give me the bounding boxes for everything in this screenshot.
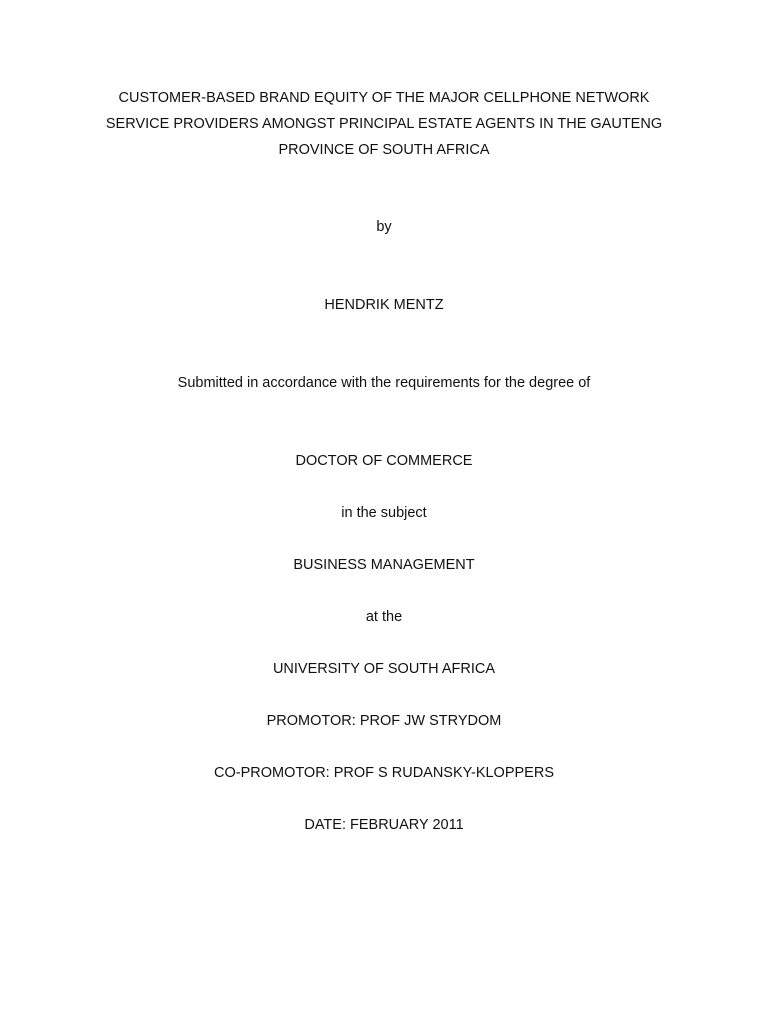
submission-statement: Submitted in accordance with the requirements for the degree of — [177, 375, 591, 391]
thesis-title-line-1: CUSTOMER-BASED BRAND EQUITY OF THE MAJOR CELLPHONE NETWORK — [118, 90, 650, 106]
degree-name: DOCTOR OF COMMERCE — [295, 453, 473, 469]
thesis-title-line-2: SERVICE PROVIDERS AMONGST PRINCIPAL ESTATE AGENTS IN THE GAUTENG — [105, 116, 663, 132]
by-text: by — [376, 219, 392, 235]
author-name: HENDRIK MENTZ — [324, 297, 444, 313]
subject-intro: in the subject — [341, 505, 427, 521]
submission-date: DATE: FEBRUARY 2011 — [304, 817, 464, 833]
subject-name: BUSINESS MANAGEMENT — [293, 557, 475, 573]
promotor: PROMOTOR: PROF JW STRYDOM — [266, 713, 502, 729]
university-name: UNIVERSITY OF SOUTH AFRICA — [272, 661, 496, 677]
co-promotor: CO-PROMOTOR: PROF S RUDANSKY-KLOPPERS — [213, 765, 554, 781]
thesis-title — [0, 85, 768, 163]
thesis-title-line-3: PROVINCE OF SOUTH AFRICA — [278, 142, 490, 158]
at-the-text: at the — [365, 609, 403, 625]
